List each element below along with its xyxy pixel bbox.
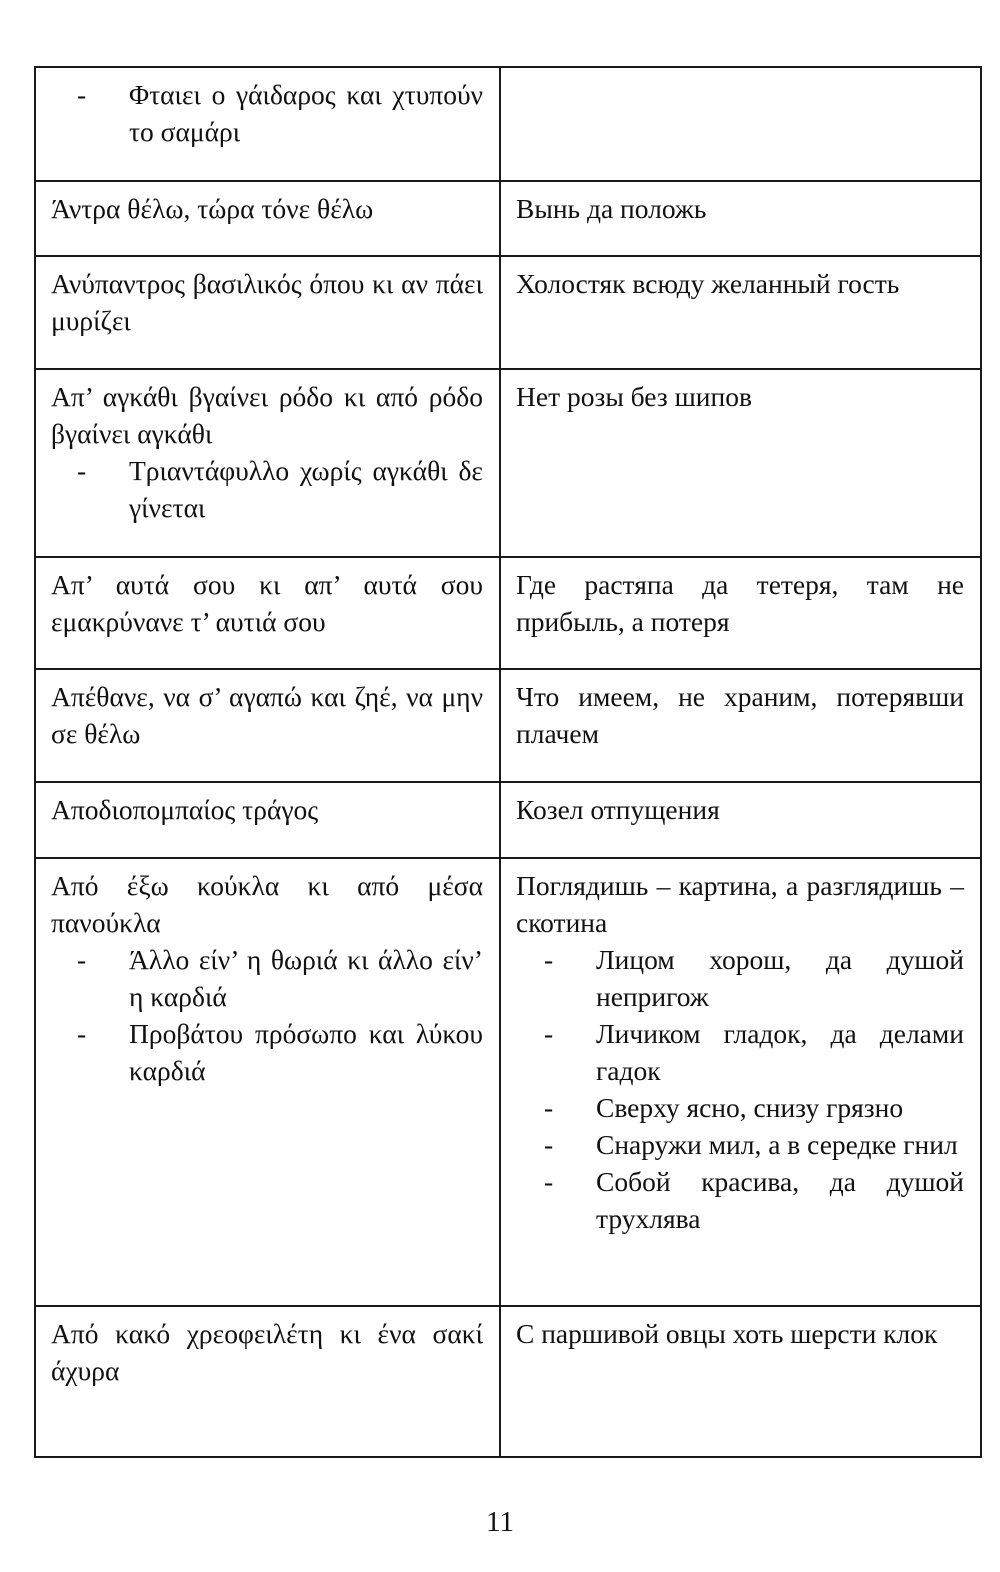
greek-sub-list [51, 452, 483, 526]
greek-cell [35, 782, 500, 858]
russian-cell [500, 669, 981, 782]
table-row [35, 256, 981, 369]
greek-sub-item [51, 1015, 483, 1089]
russian-proverb: Козел отпущения [516, 794, 720, 825]
greek-cell [35, 557, 500, 669]
greek-sub-item [51, 941, 483, 1015]
greek-cell [35, 858, 500, 1306]
russian-sub-item [516, 1089, 964, 1126]
dash-bullet: - [77, 1018, 87, 1049]
greek-cell [35, 181, 500, 256]
table-row [35, 782, 981, 858]
russian-sub-text: Лицом хорош, да душой непригож [596, 944, 964, 1012]
proverbs-table [34, 66, 982, 1458]
greek-cell [35, 369, 500, 557]
table-row [35, 858, 981, 1306]
russian-proverb: С паршивой овцы хоть шерсти клок [516, 1318, 938, 1349]
russian-proverb: Поглядишь – картина, а разглядишь –скотина [516, 870, 964, 938]
dash-bullet: - [544, 944, 554, 975]
russian-sub-item [516, 941, 964, 1015]
greek-cell [35, 669, 500, 782]
table-row [35, 557, 981, 669]
russian-sub-text: Собой красива, да душой трухлява [596, 1166, 964, 1234]
greek-proverb: Απ’ αυτά σου κι απ’ αυτά σου εμακρύνανε τ’ αυτιά σου [51, 569, 483, 637]
greek-proverb: Ανύπαντρος βασιλικός όπου κι αν πάει μυρίζει [51, 268, 483, 336]
dash-bullet: - [77, 944, 87, 975]
greek-proverb: Απ’ αγκάθι βγαίνει ρόδο κι από ρόδο βγαίνει αγκάθι [51, 381, 483, 449]
dash-bullet: - [544, 1166, 554, 1197]
greek-cell [35, 256, 500, 369]
russian-proverb: Где растяпа да тетеря, там не прибыль, а потеря [516, 569, 964, 637]
russian-proverb: Нет розы без шипов [516, 381, 752, 412]
russian-cell [500, 1306, 981, 1457]
greek-proverb: Άντρα θέλω, τώρα τόνε θέλω [51, 193, 374, 224]
russian-sub-text: Личиком гладок, да делами гадок [596, 1018, 964, 1086]
russian-proverb: Что имеем, не храним, потерявши плачем [516, 681, 964, 749]
greek-cell [35, 1306, 500, 1457]
russian-cell [500, 256, 981, 369]
russian-sub-item [516, 1163, 964, 1237]
greek-proverb: Αποδιοπομπαίος τράγος [51, 794, 319, 825]
russian-sub-text: Снаружи мил, а в середке гнил [596, 1129, 958, 1160]
table-row [35, 181, 981, 256]
dash-bullet: - [77, 455, 87, 486]
russian-sub-text: Сверху ясно, снизу грязно [596, 1092, 904, 1123]
greek-sub-list [51, 76, 483, 150]
russian-cell [500, 858, 981, 1306]
russian-sub-list [516, 941, 964, 1237]
greek-sub-list [51, 941, 483, 1089]
greek-proverb: Από κακό χρεοφειλέτη κι ένα σακί άχυρα [51, 1318, 483, 1386]
greek-proverb: Από έξω κούκλα κι από μέσα πανούκλα [51, 870, 483, 938]
table-row [35, 1306, 981, 1457]
greek-cell [35, 67, 500, 181]
greek-sub-text: Φταιει ο γάιδαρος και χτυπούν το σαμάρι [129, 79, 483, 147]
table-row [35, 67, 981, 181]
greek-sub-item [51, 452, 483, 526]
greek-sub-text: Τριαντάφυλλο χωρίς αγκάθι δε γίνεται [129, 455, 483, 523]
page-number: 11 [486, 1506, 514, 1538]
dash-bullet: - [77, 79, 87, 110]
greek-proverb: Απέθανε, να σ’ αγαπώ και ζηέ, να μην σε θέλω [51, 681, 483, 749]
dash-bullet: - [544, 1018, 554, 1049]
russian-cell [500, 557, 981, 669]
russian-cell [500, 181, 981, 256]
russian-cell [500, 67, 981, 181]
russian-sub-item [516, 1126, 964, 1163]
greek-sub-text: Προβάτου πρόσωπο και λύκου καρδιά [129, 1018, 483, 1086]
russian-sub-item [516, 1015, 964, 1089]
russian-proverb: Холостяк всюду желанный гость [516, 268, 900, 299]
dash-bullet: - [544, 1129, 554, 1160]
russian-cell [500, 369, 981, 557]
table-row [35, 669, 981, 782]
dash-bullet: - [544, 1092, 554, 1123]
russian-cell [500, 782, 981, 858]
greek-sub-item [51, 76, 483, 150]
russian-proverb: Вынь да положь [516, 193, 707, 224]
greek-sub-text: Άλλο είν’ η θωριά κι άλλο είν’ η καρδιά [129, 944, 483, 1012]
table-row [35, 369, 981, 557]
